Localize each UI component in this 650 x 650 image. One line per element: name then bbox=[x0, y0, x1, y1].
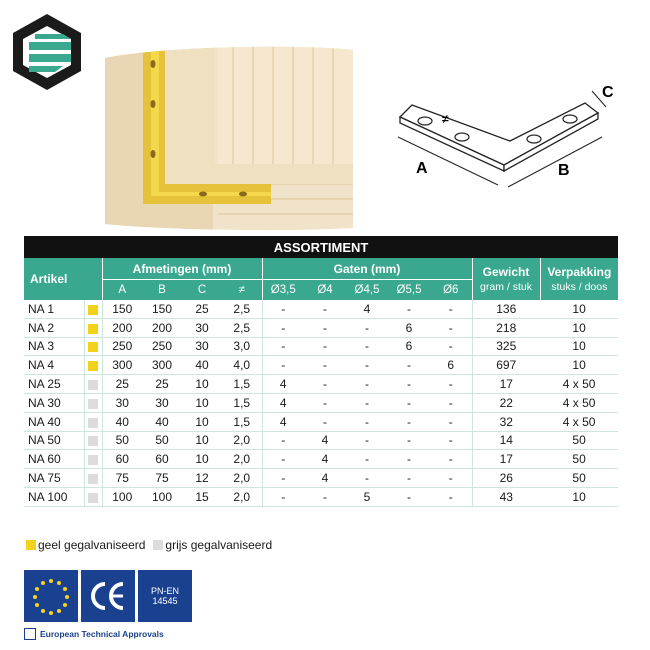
table-cell: 2,0 bbox=[222, 487, 262, 506]
yellow-swatch bbox=[88, 324, 98, 334]
table-cell: 325 bbox=[472, 337, 540, 356]
table-cell: - bbox=[388, 393, 430, 412]
table-cell: 10 bbox=[540, 356, 618, 375]
table-cell: - bbox=[430, 412, 472, 431]
table-cell: 30 bbox=[182, 318, 222, 337]
subheader: Ø4,5 bbox=[346, 280, 388, 301]
table-cell: - bbox=[346, 318, 388, 337]
cell-artikel: NA 100 bbox=[24, 487, 84, 506]
table-cell: 6 bbox=[388, 318, 430, 337]
header-afmetingen: Afmetingen (mm) bbox=[102, 258, 262, 280]
table-cell: 4 bbox=[262, 393, 304, 412]
table-row bbox=[24, 487, 618, 506]
table-cell: 10 bbox=[182, 431, 222, 450]
cell-artikel: NA 60 bbox=[24, 450, 84, 469]
table-cell: 40 bbox=[142, 412, 182, 431]
cell-artikel: NA 2 bbox=[24, 318, 84, 337]
table-cell: 1,5 bbox=[222, 375, 262, 394]
table-cell: 50 bbox=[540, 469, 618, 488]
table-cell: 10 bbox=[182, 393, 222, 412]
subheader: Ø5,5 bbox=[388, 280, 430, 301]
table-cell: 6 bbox=[430, 356, 472, 375]
grey-swatch bbox=[88, 380, 98, 390]
table-cell: 2,0 bbox=[222, 450, 262, 469]
table-cell: - bbox=[262, 337, 304, 356]
cell-finish bbox=[84, 337, 102, 356]
table-cell: 14 bbox=[472, 431, 540, 450]
cell-finish bbox=[84, 469, 102, 488]
table-cell: - bbox=[346, 431, 388, 450]
cell-artikel: NA 3 bbox=[24, 337, 84, 356]
label-a: A bbox=[416, 160, 428, 177]
table-cell: - bbox=[430, 469, 472, 488]
table-row bbox=[24, 469, 618, 488]
certification-badges bbox=[24, 570, 192, 622]
eu-flag-badge bbox=[24, 570, 78, 622]
table-cell: 4,0 bbox=[222, 356, 262, 375]
legend-yellow: geel gegalvaniseerd bbox=[38, 538, 146, 552]
table-cell: - bbox=[304, 300, 346, 318]
table-cell: 4 x 50 bbox=[540, 375, 618, 394]
header-gewicht: Gewicht gram / stuk bbox=[472, 258, 540, 300]
table-cell: 40 bbox=[102, 412, 142, 431]
cell-finish bbox=[84, 393, 102, 412]
table-cell: 5 bbox=[346, 487, 388, 506]
table-cell: 4 x 50 bbox=[540, 412, 618, 431]
grey-swatch bbox=[153, 540, 163, 550]
table-cell: 4 bbox=[304, 431, 346, 450]
header-gaten: Gaten (mm) bbox=[262, 258, 472, 280]
table-cell: 10 bbox=[540, 487, 618, 506]
yellow-swatch bbox=[26, 540, 36, 550]
table-cell: - bbox=[346, 450, 388, 469]
table-cell: - bbox=[304, 393, 346, 412]
checkbox-icon bbox=[24, 628, 36, 640]
table-cell: 10 bbox=[540, 318, 618, 337]
table-cell: 1,5 bbox=[222, 412, 262, 431]
product-photo bbox=[103, 44, 355, 232]
table-cell: - bbox=[388, 487, 430, 506]
table-cell: - bbox=[304, 337, 346, 356]
table-row bbox=[24, 300, 618, 318]
table-row bbox=[24, 337, 618, 356]
table-cell: 4 bbox=[262, 412, 304, 431]
table-row bbox=[24, 356, 618, 375]
table-cell: 50 bbox=[142, 431, 182, 450]
table-cell: - bbox=[430, 337, 472, 356]
grey-swatch bbox=[88, 474, 98, 484]
grey-swatch bbox=[88, 436, 98, 446]
subheader: Ø3,5 bbox=[262, 280, 304, 301]
table-cell: 200 bbox=[102, 318, 142, 337]
table-cell: 10 bbox=[182, 375, 222, 394]
cell-finish bbox=[84, 300, 102, 318]
table-title: ASSORTIMENT bbox=[24, 236, 618, 258]
cell-finish bbox=[84, 450, 102, 469]
cell-artikel: NA 75 bbox=[24, 469, 84, 488]
table-cell: - bbox=[430, 300, 472, 318]
table-cell: 250 bbox=[102, 337, 142, 356]
cell-finish bbox=[84, 356, 102, 375]
table-cell: - bbox=[430, 450, 472, 469]
table-cell: 50 bbox=[540, 431, 618, 450]
table-cell: 75 bbox=[102, 469, 142, 488]
table-cell: 1,5 bbox=[222, 393, 262, 412]
table-cell: - bbox=[430, 393, 472, 412]
table-body bbox=[24, 300, 618, 506]
table-row bbox=[24, 318, 618, 337]
table-cell: 150 bbox=[142, 300, 182, 318]
eta-label: European Technical Approvals bbox=[24, 628, 164, 640]
table-cell: 218 bbox=[472, 318, 540, 337]
cell-artikel: NA 30 bbox=[24, 393, 84, 412]
table-cell: - bbox=[430, 431, 472, 450]
table-cell: - bbox=[346, 337, 388, 356]
yellow-swatch bbox=[88, 305, 98, 315]
table-cell: 40 bbox=[182, 356, 222, 375]
subheader: A bbox=[102, 280, 142, 301]
table-cell: - bbox=[388, 375, 430, 394]
cell-finish bbox=[84, 412, 102, 431]
table-cell: - bbox=[430, 487, 472, 506]
subheader: Ø4 bbox=[304, 280, 346, 301]
table-row bbox=[24, 431, 618, 450]
table-cell: 30 bbox=[102, 393, 142, 412]
table-cell: 25 bbox=[182, 300, 222, 318]
table-cell: 15 bbox=[182, 487, 222, 506]
legend-grey: grijs gegalvaniseerd bbox=[165, 538, 273, 552]
assortment-table bbox=[24, 236, 618, 507]
cell-artikel: NA 25 bbox=[24, 375, 84, 394]
table-cell: 60 bbox=[102, 450, 142, 469]
cell-finish bbox=[84, 318, 102, 337]
subheader: C bbox=[182, 280, 222, 301]
table-row bbox=[24, 375, 618, 394]
table-cell: 12 bbox=[182, 469, 222, 488]
table-cell: - bbox=[388, 469, 430, 488]
table-cell: 3,0 bbox=[222, 337, 262, 356]
table-row bbox=[24, 393, 618, 412]
label-c: C bbox=[602, 84, 614, 101]
table-cell: 250 bbox=[142, 337, 182, 356]
table-cell: 100 bbox=[102, 487, 142, 506]
table-cell: 50 bbox=[102, 431, 142, 450]
brand-logo bbox=[11, 12, 83, 92]
label-b: B bbox=[558, 162, 570, 179]
yellow-swatch bbox=[88, 342, 98, 352]
table-cell: 10 bbox=[182, 450, 222, 469]
table-cell: - bbox=[430, 375, 472, 394]
table-cell: - bbox=[304, 375, 346, 394]
cell-artikel: NA 40 bbox=[24, 412, 84, 431]
table-cell: - bbox=[346, 375, 388, 394]
table-cell: 10 bbox=[540, 300, 618, 318]
table-cell: 4 x 50 bbox=[540, 393, 618, 412]
table-cell: - bbox=[304, 487, 346, 506]
table-cell: - bbox=[388, 356, 430, 375]
subheader: Ø6 bbox=[430, 280, 472, 301]
table-cell: 17 bbox=[472, 450, 540, 469]
cell-finish bbox=[84, 375, 102, 394]
table-cell: 50 bbox=[540, 450, 618, 469]
table-cell: 200 bbox=[142, 318, 182, 337]
table-cell: 4 bbox=[304, 450, 346, 469]
table-cell: - bbox=[262, 318, 304, 337]
cell-artikel: NA 50 bbox=[24, 431, 84, 450]
table-cell: 100 bbox=[142, 487, 182, 506]
neq-symbol: ≠ bbox=[442, 112, 449, 126]
table-cell: - bbox=[304, 318, 346, 337]
table-cell: - bbox=[346, 412, 388, 431]
ce-mark-badge bbox=[81, 570, 135, 622]
table-cell: - bbox=[430, 318, 472, 337]
table-cell: 2,0 bbox=[222, 431, 262, 450]
table-cell: - bbox=[262, 450, 304, 469]
table-cell: - bbox=[388, 412, 430, 431]
table-cell: 30 bbox=[142, 393, 182, 412]
table-cell: 10 bbox=[540, 337, 618, 356]
grey-swatch bbox=[88, 418, 98, 428]
finish-legend bbox=[26, 538, 276, 552]
cell-artikel: NA 1 bbox=[24, 300, 84, 318]
grey-swatch bbox=[88, 455, 98, 465]
table-cell: 30 bbox=[182, 337, 222, 356]
table-cell: 4 bbox=[304, 469, 346, 488]
subheader: ≠ bbox=[222, 280, 262, 301]
table-cell: 300 bbox=[102, 356, 142, 375]
table-cell: - bbox=[388, 450, 430, 469]
table-cell: 136 bbox=[472, 300, 540, 318]
table-cell: - bbox=[262, 356, 304, 375]
table-cell: 25 bbox=[142, 375, 182, 394]
cell-finish bbox=[84, 487, 102, 506]
table-cell: - bbox=[346, 469, 388, 488]
cell-artikel: NA 4 bbox=[24, 356, 84, 375]
table-cell: 17 bbox=[472, 375, 540, 394]
table-row bbox=[24, 450, 618, 469]
dimension-diagram bbox=[380, 75, 620, 205]
table-cell: 300 bbox=[142, 356, 182, 375]
table-cell: - bbox=[388, 431, 430, 450]
table-cell: 150 bbox=[102, 300, 142, 318]
table-cell: 75 bbox=[142, 469, 182, 488]
table-cell: 2,5 bbox=[222, 318, 262, 337]
table-row bbox=[24, 412, 618, 431]
table-cell: 4 bbox=[262, 375, 304, 394]
yellow-swatch bbox=[88, 361, 98, 371]
pn-en-badge: PN-EN 14545 bbox=[138, 570, 192, 622]
table-cell: 25 bbox=[102, 375, 142, 394]
table-cell: - bbox=[262, 300, 304, 318]
table-cell: 4 bbox=[346, 300, 388, 318]
header-artikel: Artikel bbox=[24, 258, 102, 300]
table-cell: 2,0 bbox=[222, 469, 262, 488]
header-verpakking: Verpakking stuks / doos bbox=[540, 258, 618, 300]
table-cell: 697 bbox=[472, 356, 540, 375]
table-cell: - bbox=[262, 469, 304, 488]
table-cell: 60 bbox=[142, 450, 182, 469]
table-cell: 32 bbox=[472, 412, 540, 431]
cell-finish bbox=[84, 431, 102, 450]
table-cell: - bbox=[304, 356, 346, 375]
table-cell: - bbox=[262, 487, 304, 506]
grey-swatch bbox=[88, 493, 98, 503]
table-cell: - bbox=[304, 412, 346, 431]
table-cell: 10 bbox=[182, 412, 222, 431]
table-cell: - bbox=[346, 356, 388, 375]
table-cell: 22 bbox=[472, 393, 540, 412]
table-cell: - bbox=[388, 300, 430, 318]
grey-swatch bbox=[88, 399, 98, 409]
table-cell: 6 bbox=[388, 337, 430, 356]
table-cell: 2,5 bbox=[222, 300, 262, 318]
subheader: B bbox=[142, 280, 182, 301]
table-cell: - bbox=[346, 393, 388, 412]
table-cell: 26 bbox=[472, 469, 540, 488]
table-cell: - bbox=[262, 431, 304, 450]
table-cell: 43 bbox=[472, 487, 540, 506]
